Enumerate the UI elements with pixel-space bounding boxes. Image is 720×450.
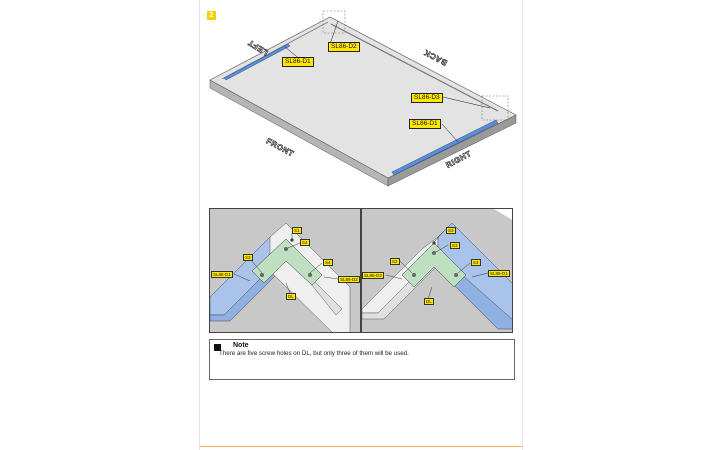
frame-overview-diagram — [200, 0, 524, 205]
detail-left-s3: S3 — [245, 255, 251, 260]
side-label-right: RIGHT — [444, 149, 473, 170]
step-number-badge: 2 — [207, 11, 216, 20]
label-sl86-d1-right: SL86-D1 — [409, 119, 441, 129]
detail-left-corner — [209, 208, 361, 333]
label-sl86-d3: SL86-D3 — [411, 93, 443, 103]
detail-left-sl86-d1: SL86-D1 — [213, 272, 231, 277]
label-sl86-d2: SL86-D2 — [328, 42, 360, 52]
detail-right-sl86-d3: SL86-D3 — [364, 273, 382, 278]
detail-left-sl86-d2: SL86-D2 — [340, 277, 358, 282]
page-bottom-rule — [200, 446, 522, 447]
side-label-back: BACK — [422, 47, 449, 68]
manual-page — [199, 0, 523, 450]
detail-right-s3c: S3 — [473, 260, 479, 265]
detail-right-corner — [361, 208, 513, 333]
side-label-left: LEFT — [246, 37, 270, 58]
detail-left-s1: S1 — [294, 228, 300, 233]
detail-right-dl: DL — [426, 299, 432, 304]
detail-left-s4b: S4 — [325, 260, 331, 265]
note-box — [209, 339, 515, 380]
detail-right-s3b: S3 — [452, 243, 458, 248]
detail-right-s3a: S3 — [448, 228, 454, 233]
detail-left-s4: S4 — [302, 240, 308, 245]
detail-right-s2: S2 — [392, 259, 398, 264]
detail-left-dl: DL — [288, 294, 294, 299]
note-title: Note — [233, 342, 249, 349]
note-text: There are five screw holes on DL, but only three of them will be used. — [219, 350, 409, 357]
label-sl86-d1-left: SL86-D1 — [282, 57, 314, 67]
side-label-front: FRONT — [264, 136, 296, 159]
detail-right-sl86-d1: SL86-D1 — [490, 271, 508, 276]
